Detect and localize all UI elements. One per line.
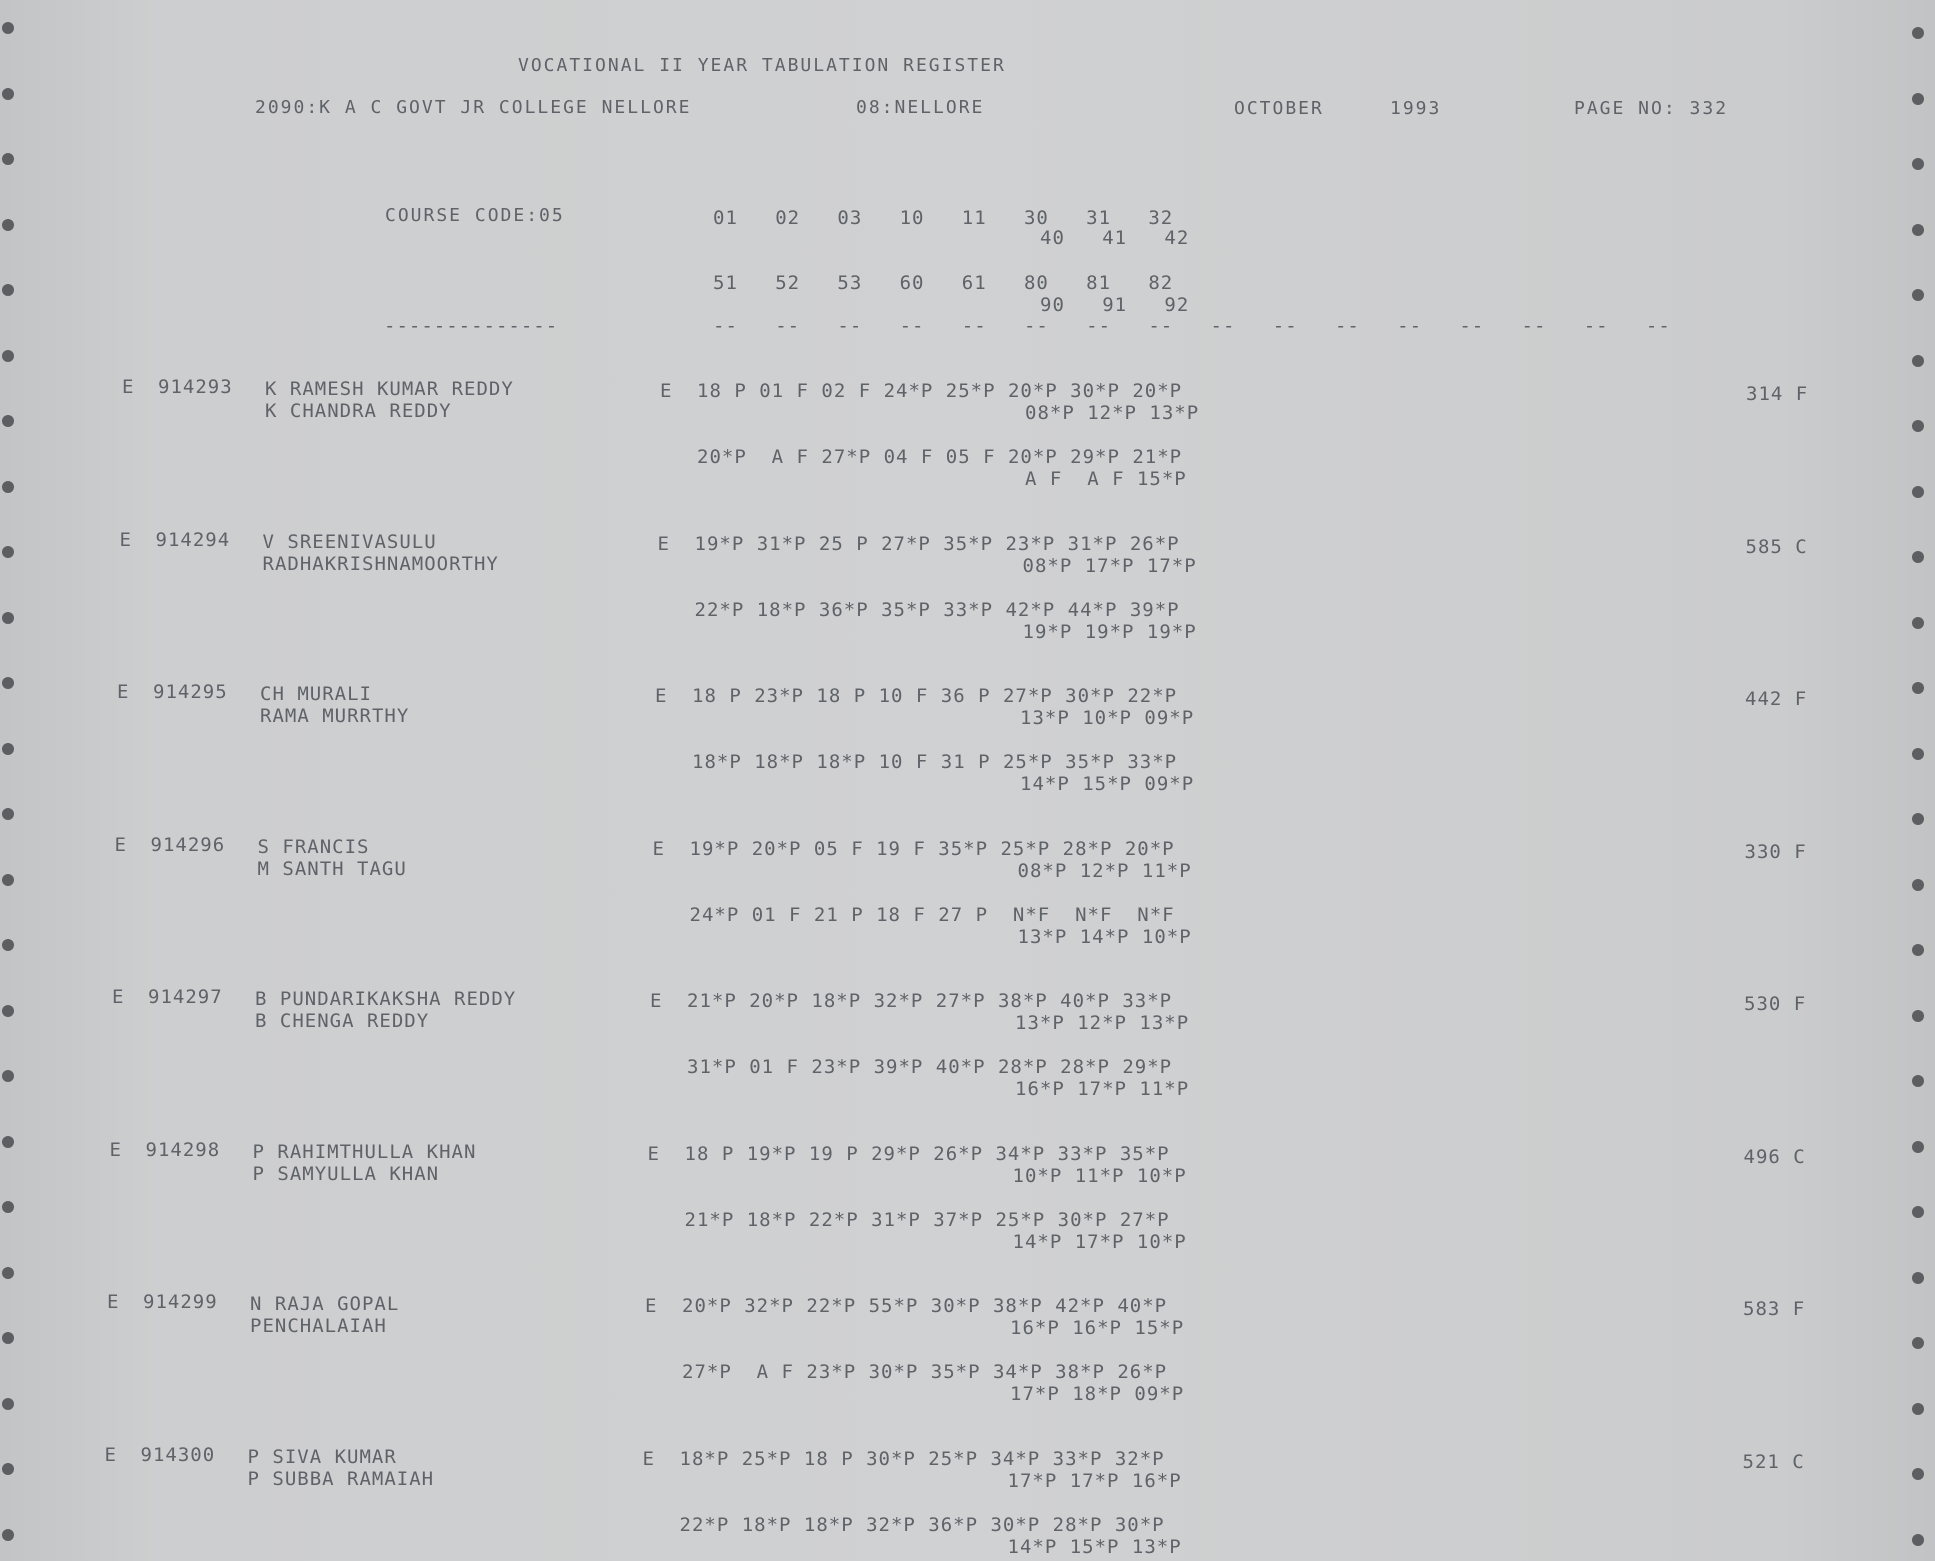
result-mark: E	[660, 380, 673, 402]
feed-hole	[2, 612, 14, 624]
feed-hole	[2, 677, 14, 689]
feed-hole	[1912, 1468, 1924, 1480]
feed-hole	[2, 1070, 14, 1082]
header-rule-left: --------------	[384, 315, 559, 337]
father-name: P SUBBA RAMAIAH	[247, 1467, 435, 1490]
feed-hole	[1912, 1534, 1924, 1546]
district-name: 08:NELLORE	[856, 97, 985, 118]
total-result: 521 C	[1742, 1450, 1805, 1473]
feed-hole	[1912, 1272, 1924, 1284]
marks-line2: 21*P 18*P 22*P 31*P 37*P 25*P 30*P 27*P	[684, 1208, 1170, 1231]
result-mark: E	[657, 532, 670, 555]
marks-line1: 20*P 32*P 22*P 55*P 30*P 38*P 42*P 40*P	[682, 1295, 1168, 1317]
marks-line1b: 13*P 10*P 09*P	[1020, 707, 1195, 729]
feed-hole	[2, 1005, 14, 1017]
feed-hole	[2, 1332, 14, 1344]
marks-line1: 18*P 25*P 18 P 30*P 25*P 34*P 33*P 32*P	[679, 1447, 1165, 1470]
course-code: COURSE CODE:05	[385, 205, 565, 226]
roll-number: 914296	[150, 833, 226, 856]
college-name: 2090:K A C GOVT JR COLLEGE NELLORE	[255, 97, 692, 118]
marks-line1: 19*P 20*P 05 F 19 F 35*P 25*P 28*P 20*P	[689, 837, 1175, 860]
student-name: P RAHIMTHULLA KHAN	[252, 1140, 477, 1163]
record-type: E	[107, 1291, 120, 1313]
marks-line1b: 08*P 17*P 17*P	[1022, 554, 1197, 577]
feed-hole	[1912, 1141, 1924, 1153]
marks-line2b: 17*P 18*P 09*P	[1010, 1383, 1185, 1405]
result-mark: E	[655, 685, 668, 707]
feed-hole	[1912, 748, 1924, 760]
feed-hole	[2, 1529, 14, 1541]
feed-hole	[2, 284, 14, 296]
total-result: 442 F	[1745, 688, 1808, 710]
feed-hole	[2, 874, 14, 886]
roll-number: 914297	[148, 986, 223, 1008]
father-name: P SAMYULLA KHAN	[252, 1162, 440, 1185]
subject-codes-row1b: 40 41 42	[1040, 227, 1190, 249]
student-name: B PUNDARIKAKSHA REDDY	[255, 988, 517, 1010]
feed-hole	[2, 1398, 14, 1410]
subject-codes-row2: 51 52 53 60 61 80 81 82	[713, 272, 1174, 294]
feed-hole	[1912, 1075, 1924, 1087]
feed-hole	[1912, 617, 1924, 629]
feed-hole	[1912, 879, 1924, 891]
record-type: E	[104, 1443, 117, 1466]
feed-hole	[2, 153, 14, 165]
feed-hole	[1912, 158, 1924, 170]
roll-number: 914298	[145, 1138, 221, 1161]
student-name: V SREENIVASULU	[262, 530, 437, 553]
marks-line2b: 13*P 14*P 10*P	[1017, 925, 1192, 948]
total-result: 496 C	[1743, 1145, 1806, 1168]
feed-hole	[1912, 1206, 1924, 1218]
record-type: E	[119, 528, 132, 551]
marks-line2b: A F A F 15*P	[1025, 468, 1187, 490]
student-name: S FRANCIS	[257, 835, 370, 858]
roll-number: 914300	[140, 1443, 216, 1466]
register-title: VOCATIONAL II YEAR TABULATION REGISTER	[518, 55, 1006, 76]
feed-hole	[2, 1136, 14, 1148]
marks-line1: 21*P 20*P 18*P 32*P 27*P 38*P 40*P 33*P	[687, 990, 1173, 1012]
feed-hole	[2, 808, 14, 820]
feed-hole	[1912, 27, 1924, 39]
marks-line2: 31*P 01 F 23*P 39*P 40*P 28*P 28*P 29*P	[687, 1056, 1173, 1078]
result-mark: E	[652, 837, 665, 860]
record-type: E	[114, 833, 127, 856]
roll-number: 914295	[153, 681, 228, 703]
marks-line1b: 16*P 16*P 15*P	[1010, 1317, 1185, 1339]
exam-month: OCTOBER	[1234, 98, 1324, 119]
total-result: 530 F	[1744, 993, 1807, 1015]
total-result: 585 C	[1745, 535, 1808, 558]
feed-hole	[2, 1267, 14, 1279]
feed-hole	[1912, 224, 1924, 236]
marks-line1: 18 P 01 F 02 F 24*P 25*P 20*P 30*P 20*P	[697, 380, 1183, 402]
father-name: RAMA MURRTHY	[260, 705, 410, 727]
feed-hole	[2, 743, 14, 755]
student-name: K RAMESH KUMAR REDDY	[265, 378, 514, 400]
roll-number: 914293	[158, 376, 233, 398]
marks-line2b: 14*P 15*P 13*P	[1007, 1535, 1182, 1558]
feed-hole	[2, 939, 14, 951]
feed-hole	[1912, 289, 1924, 301]
roll-number: 914299	[143, 1291, 218, 1313]
feed-hole	[1912, 1337, 1924, 1349]
total-result: 314 F	[1746, 383, 1809, 405]
feed-hole	[1912, 1010, 1924, 1022]
record-type: E	[117, 681, 130, 703]
marks-line1b: 17*P 17*P 16*P	[1007, 1469, 1182, 1492]
feed-hole	[2, 22, 14, 34]
page-number: PAGE NO: 332	[1574, 98, 1729, 119]
marks-line1b: 08*P 12*P 11*P	[1017, 859, 1192, 882]
father-name: M SANTH TAGU	[257, 857, 407, 880]
feed-hole	[2, 1201, 14, 1213]
record-type: E	[109, 1138, 122, 1161]
marks-line1b: 13*P 12*P 13*P	[1015, 1012, 1190, 1034]
total-result: 583 F	[1743, 1298, 1806, 1320]
result-mark: E	[642, 1447, 655, 1470]
result-mark: E	[650, 990, 663, 1012]
marks-line1: 18 P 19*P 19 P 29*P 26*P 34*P 33*P 35*P	[684, 1142, 1170, 1165]
marks-line1b: 10*P 11*P 10*P	[1012, 1164, 1187, 1187]
subject-codes-row2b: 90 91 92	[1040, 294, 1190, 316]
total-result: 330 F	[1744, 840, 1807, 863]
feed-hole	[1912, 486, 1924, 498]
feed-hole	[2, 350, 14, 362]
father-name: K CHANDRA REDDY	[265, 400, 452, 422]
feed-hole	[1912, 944, 1924, 956]
father-name: RADHAKRISHNAMOORTHY	[262, 552, 499, 575]
marks-line2b: 14*P 17*P 10*P	[1012, 1230, 1187, 1253]
record-type: E	[112, 986, 125, 1008]
feed-hole	[2, 481, 14, 493]
roll-number: 914294	[155, 528, 231, 551]
marks-line1: 18 P 23*P 18 P 10 F 36 P 27*P 30*P 22*P	[692, 685, 1178, 707]
feed-hole	[2, 546, 14, 558]
marks-line2b: 16*P 17*P 11*P	[1015, 1078, 1190, 1100]
marks-line2: 22*P 18*P 18*P 32*P 36*P 30*P 28*P 30*P	[679, 1513, 1165, 1536]
student-name: N RAJA GOPAL	[250, 1293, 400, 1315]
marks-line1: 19*P 31*P 25 P 27*P 35*P 23*P 31*P 26*P	[694, 532, 1180, 555]
father-name: B CHENGA REDDY	[255, 1010, 430, 1032]
father-name: PENCHALAIAH	[250, 1315, 387, 1337]
student-name: P SIVA KUMAR	[247, 1445, 397, 1468]
feed-hole	[2, 219, 14, 231]
marks-line2: 27*P A F 23*P 30*P 35*P 34*P 38*P 26*P	[682, 1361, 1168, 1383]
feed-hole	[2, 1463, 14, 1475]
marks-line2: 24*P 01 F 21 P 18 F 27 P N*F N*F N*F	[689, 903, 1175, 926]
marks-line2b: 19*P 19*P 19*P	[1022, 620, 1197, 643]
exam-year: 1993	[1390, 98, 1442, 119]
marks-line2: 22*P 18*P 36*P 35*P 33*P 42*P 44*P 39*P	[694, 598, 1180, 621]
record-type: E	[122, 376, 135, 398]
marks-line1b: 08*P 12*P 13*P	[1025, 402, 1200, 424]
feed-hole	[2, 415, 14, 427]
feed-hole	[1912, 551, 1924, 563]
feed-hole	[1912, 813, 1924, 825]
header-rule-right: -- -- -- -- -- -- -- -- -- -- -- -- -- -- -- --	[713, 315, 1671, 337]
marks-line2: 20*P A F 27*P 04 F 05 F 20*P 29*P 21*P	[697, 446, 1183, 468]
result-mark: E	[647, 1142, 660, 1165]
feed-hole	[2, 88, 14, 100]
feed-hole	[1912, 682, 1924, 694]
marks-line2b: 14*P 15*P 09*P	[1020, 773, 1195, 795]
result-mark: E	[645, 1295, 658, 1317]
marks-line2: 18*P 18*P 18*P 10 F 31 P 25*P 35*P 33*P	[692, 751, 1178, 773]
feed-hole	[1912, 420, 1924, 432]
feed-hole	[1912, 355, 1924, 367]
subject-codes-row1: 01 02 03 10 11 30 31 32	[713, 207, 1174, 229]
student-name: CH MURALI	[260, 683, 372, 705]
feed-hole	[1912, 93, 1924, 105]
feed-hole	[1912, 1403, 1924, 1415]
